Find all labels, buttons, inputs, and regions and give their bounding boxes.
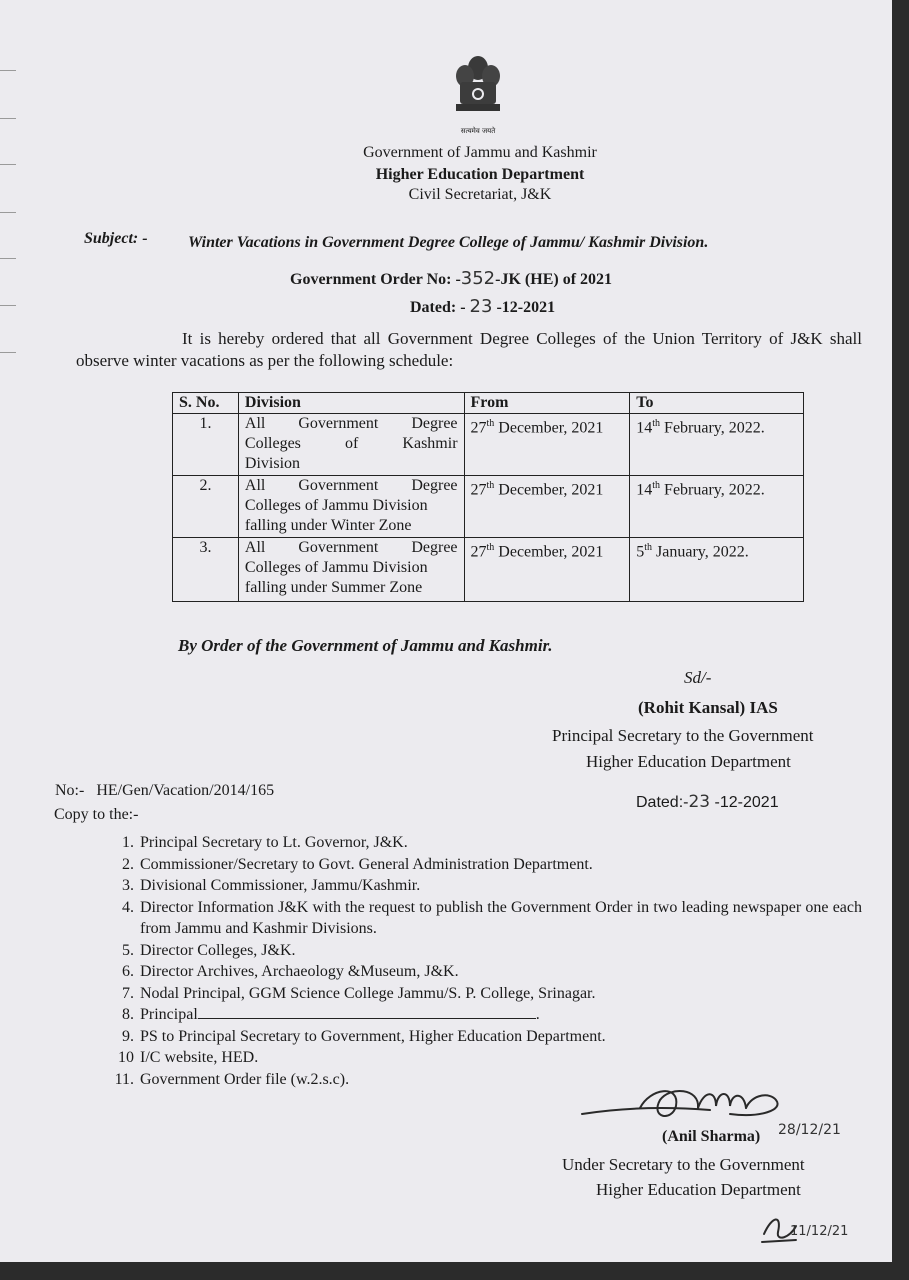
by-order-line: By Order of the Government of Jammu and Kashmir. [178, 636, 553, 655]
undersigned-department: Higher Education Department [596, 1180, 801, 1199]
order-number: Government Order No: -352-JK (HE) of 2021 [290, 268, 613, 289]
header-from: From [464, 393, 630, 414]
list-item: 2. Commissioner/Secretary to Govt. General Administration Department. [122, 855, 593, 873]
copy-to-label: Copy to the:- [54, 806, 139, 823]
signature-image [580, 1078, 800, 1134]
national-emblem [446, 52, 510, 135]
signatory-title: Principal Secretary to the Government [552, 726, 814, 745]
subject-label: Subject: - [84, 230, 148, 247]
reference-date-handwritten: 23 [688, 792, 711, 812]
list-item: 10 I/C website, HED. [118, 1049, 259, 1066]
cell-division: All Government Degree Colleges of Jammu Division falling under Summer Zone [238, 538, 464, 602]
reference-number: No:- HE/Gen/Vacation/2014/165 [55, 782, 275, 799]
cell-division: All Government Degree Colleges of Jammu Division falling under Winter Zone [238, 476, 464, 538]
header-division: Division [238, 393, 464, 414]
table-row [173, 538, 804, 602]
header-to: To [630, 393, 804, 414]
undersigned-name: (Anil Sharma) [662, 1128, 761, 1145]
copy-list [102, 832, 862, 1090]
header-department: Higher Education Department [375, 166, 585, 183]
cell-to: 14th February, 2022. [630, 476, 804, 538]
header-government: Government of Jammu and Kashmir [363, 144, 597, 161]
cell-from: 27th December, 2021 [464, 538, 630, 602]
order-number-handwritten: 352 [460, 268, 496, 289]
cell-sno: 2. [173, 476, 239, 538]
cell-from: 27th December, 2021 [464, 476, 630, 538]
blank-line [198, 1004, 536, 1019]
cell-sno: 1. [173, 414, 239, 476]
list-item: 4. Director Information J&K with the request to publish the Government Order in two leading newspaper one each from Jammu and Kashmir Divisions. [122, 898, 862, 937]
order-date: Dated: - 23 -12-2021 [410, 296, 556, 317]
intro-paragraph: It is hereby ordered that all Government Degree Colleges of the Union Territory of J&K shall observe winter vacations as per the following schedule: [76, 329, 862, 370]
vacation-schedule-table [172, 392, 804, 602]
cell-to: 5th January, 2022. [630, 538, 804, 602]
cell-to: 14th February, 2022. [630, 414, 804, 476]
table-row [173, 414, 804, 476]
table-row [173, 476, 804, 538]
cell-sno: 3. [173, 538, 239, 602]
signatory-name: (Rohit Kansal) IAS [638, 698, 778, 717]
list-item: 6. Director Archives, Archaeology &Museum, J&K. [122, 963, 459, 980]
reference-date: Dated:-23 -12-2021 [636, 792, 779, 812]
initials-date: 11/12/21 [790, 1224, 849, 1239]
list-item: 9. PS to Principal Secretary to Government, Higher Education Department. [122, 1027, 606, 1045]
signatory-department: Higher Education Department [586, 752, 791, 771]
cell-division: All Government Degree Colleges of Kashmir Division [238, 414, 464, 476]
list-item: 3. Divisional Commissioner, Jammu/Kashmir. [122, 877, 421, 894]
table-header-row [173, 393, 804, 414]
list-item: 11. Government Order file (w.2.s.c). [114, 1070, 350, 1088]
header-secretariat: Civil Secretariat, J&K [408, 186, 552, 203]
undersigned-handwritten-date: 28/12/21 [778, 1122, 841, 1138]
subject-text: Winter Vacations in Government Degree College of Jammu/ Kashmir Division. [188, 234, 709, 251]
header-sno: S. No. [173, 393, 239, 414]
list-item: 8. Principal . [122, 1006, 540, 1023]
list-item: 7. Nodal Principal, GGM Science College Jammu/S. P. College, Srinagar. [122, 984, 596, 1002]
list-item: 5. Director Colleges, J&K. [122, 941, 296, 959]
initials-mark [760, 1212, 849, 1252]
cell-from: 27th December, 2021 [464, 414, 630, 476]
undersigned-title: Under Secretary to the Government [562, 1155, 805, 1174]
emblem-motto: सत्यमेव जयते [460, 127, 496, 135]
signed-mark: Sd/- [684, 668, 712, 687]
order-date-handwritten: 23 [469, 296, 493, 317]
list-item: 1. Principal Secretary to Lt. Governor, J&K. [122, 834, 408, 851]
